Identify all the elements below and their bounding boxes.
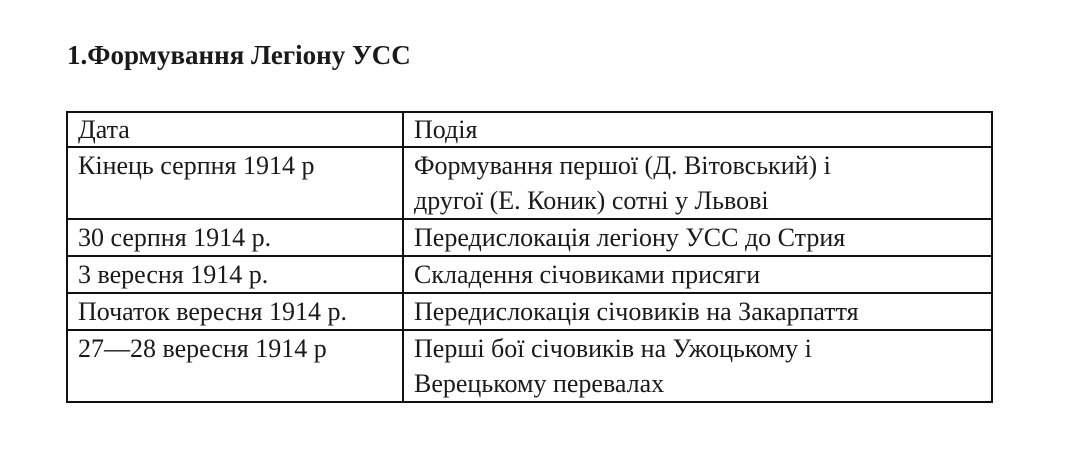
table-row bbox=[67, 256, 992, 293]
date-cell: 27—28 вересня 1914 р bbox=[67, 330, 403, 402]
event-cell bbox=[403, 293, 992, 330]
event-text-line: Перші бої січовиків на Ужоцькому і bbox=[414, 334, 812, 363]
header-event: Подія bbox=[403, 112, 992, 147]
event-cell bbox=[403, 147, 992, 219]
date-cell: Кінець серпня 1914 р bbox=[67, 147, 403, 219]
event-text-line: Передислокація січовиків на Закарпаття bbox=[414, 297, 859, 326]
table-row bbox=[67, 219, 992, 256]
event-cell bbox=[403, 219, 992, 256]
event-text-line: Формування першої (Д. Вітовський) і bbox=[414, 151, 831, 180]
date-cell: Початок вересня 1914 р. bbox=[67, 293, 403, 330]
document-heading: 1.Формування Легіону УСС bbox=[67, 40, 411, 70]
event-text-line: другої (Е. Коник) сотні у Львові bbox=[414, 186, 769, 215]
header-date: Дата bbox=[67, 112, 403, 147]
event-text-line: Верецькому перевалах bbox=[414, 369, 665, 398]
table-row bbox=[67, 293, 992, 330]
table-header-row bbox=[67, 112, 992, 147]
table-row bbox=[67, 147, 992, 219]
event-text-line: Складення січовиками присяги bbox=[414, 260, 761, 289]
table-row bbox=[67, 330, 992, 402]
event-text-line: Передислокація легіону УСС до Стрия bbox=[414, 223, 846, 252]
events-table bbox=[66, 111, 993, 403]
event-cell bbox=[403, 256, 992, 293]
date-cell: 30 серпня 1914 р. bbox=[67, 219, 403, 256]
event-cell bbox=[403, 330, 992, 402]
date-cell: 3 вересня 1914 р. bbox=[67, 256, 403, 293]
